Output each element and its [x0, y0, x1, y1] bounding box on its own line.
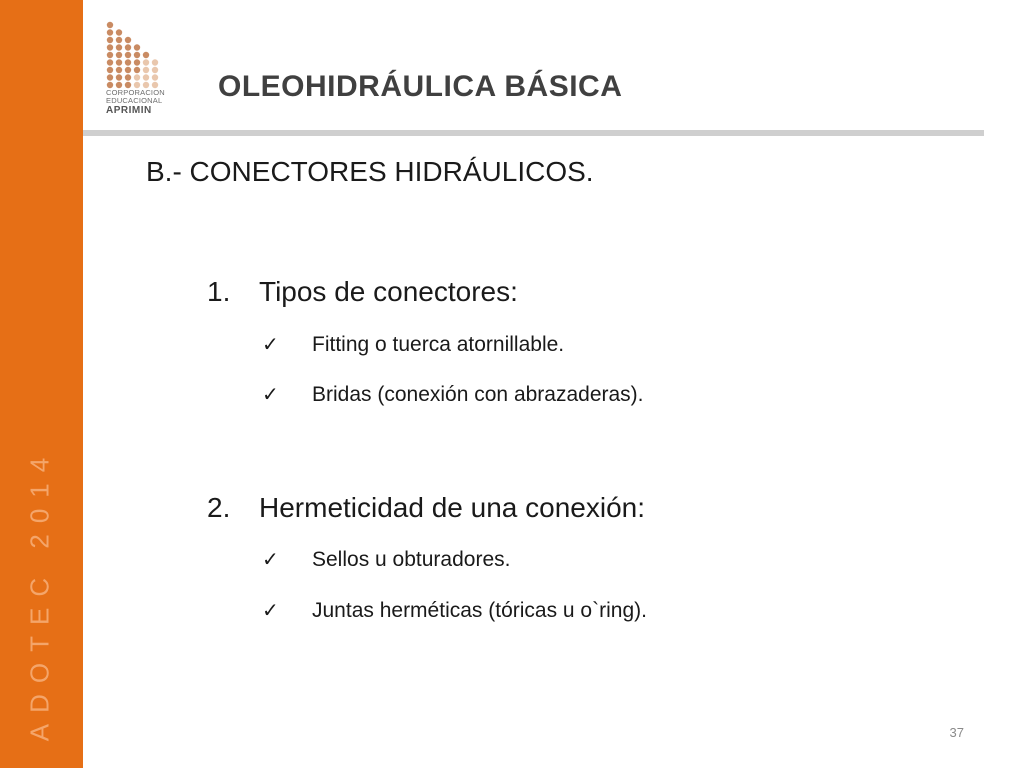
logo-dot	[116, 67, 122, 73]
logo-dot	[143, 59, 149, 65]
logo-dot	[125, 44, 131, 50]
logo-dot	[107, 74, 113, 80]
logo-dot	[107, 44, 113, 50]
logo-dot	[143, 52, 149, 58]
item-heading: Tipos de conectores:	[259, 276, 518, 307]
logo-dot	[152, 67, 158, 73]
logo-dot	[107, 22, 113, 28]
logo-dot	[152, 59, 158, 65]
logo-dot	[134, 67, 140, 73]
logo-dot	[125, 37, 131, 43]
logo-dot	[116, 29, 122, 35]
logo-dot	[125, 52, 131, 58]
section-subtitle: B.- CONECTORES HIDRÁULICOS.	[146, 156, 594, 187]
check-item-text: Bridas (conexión con abrazaderas).	[312, 383, 644, 406]
checkmark-icon: ✓	[262, 598, 279, 622]
logo-line-1: CORPORACION	[106, 88, 165, 97]
logo-dot	[134, 52, 140, 58]
logo-line-2: EDUCACIONAL	[106, 96, 163, 105]
logo-dot	[143, 74, 149, 80]
logo-dot	[116, 59, 122, 65]
side-bar	[0, 0, 83, 768]
logo-dot	[107, 59, 113, 65]
check-item	[262, 332, 564, 357]
logo-dot	[125, 59, 131, 65]
numbered-item-2	[207, 492, 645, 524]
check-item	[262, 382, 644, 407]
logo-dot	[125, 67, 131, 73]
logo-dot	[116, 44, 122, 50]
checkmark-icon: ✓	[262, 382, 279, 406]
side-vertical-text: ADOTEC 2014	[24, 446, 55, 742]
check-item	[262, 598, 647, 623]
logo-dot	[134, 44, 140, 50]
logo-dot	[116, 74, 122, 80]
check-item-text: Fitting o tuerca atornillable.	[312, 333, 565, 356]
logo-dot	[116, 37, 122, 43]
check-item-text: Juntas herméticas (tóricas u o`ring).	[312, 599, 647, 622]
check-item	[262, 547, 510, 572]
logo-dot	[116, 52, 122, 58]
logo-dot	[134, 74, 140, 80]
page-title: OLEOHIDRÁULICA BÁSICA	[218, 70, 623, 103]
logo-dot	[107, 29, 113, 35]
checkmark-icon: ✓	[262, 547, 279, 571]
logo-dot	[125, 74, 131, 80]
logo-dot	[107, 67, 113, 73]
logo-dot	[107, 37, 113, 43]
check-item-text: Sellos u obturadores.	[312, 548, 511, 571]
logo-line-3: APRIMIN	[106, 105, 152, 116]
logo-dot	[107, 52, 113, 58]
logo-dot	[134, 59, 140, 65]
checkmark-icon: ✓	[262, 332, 279, 356]
page-number: 37	[949, 725, 964, 740]
item-number: 1.	[207, 276, 231, 307]
header-divider	[83, 130, 984, 136]
item-number: 2.	[207, 492, 231, 523]
logo-dot	[152, 74, 158, 80]
item-heading: Hermeticidad de una conexión:	[259, 492, 646, 523]
logo-dot	[143, 67, 149, 73]
numbered-item-1	[207, 276, 518, 308]
